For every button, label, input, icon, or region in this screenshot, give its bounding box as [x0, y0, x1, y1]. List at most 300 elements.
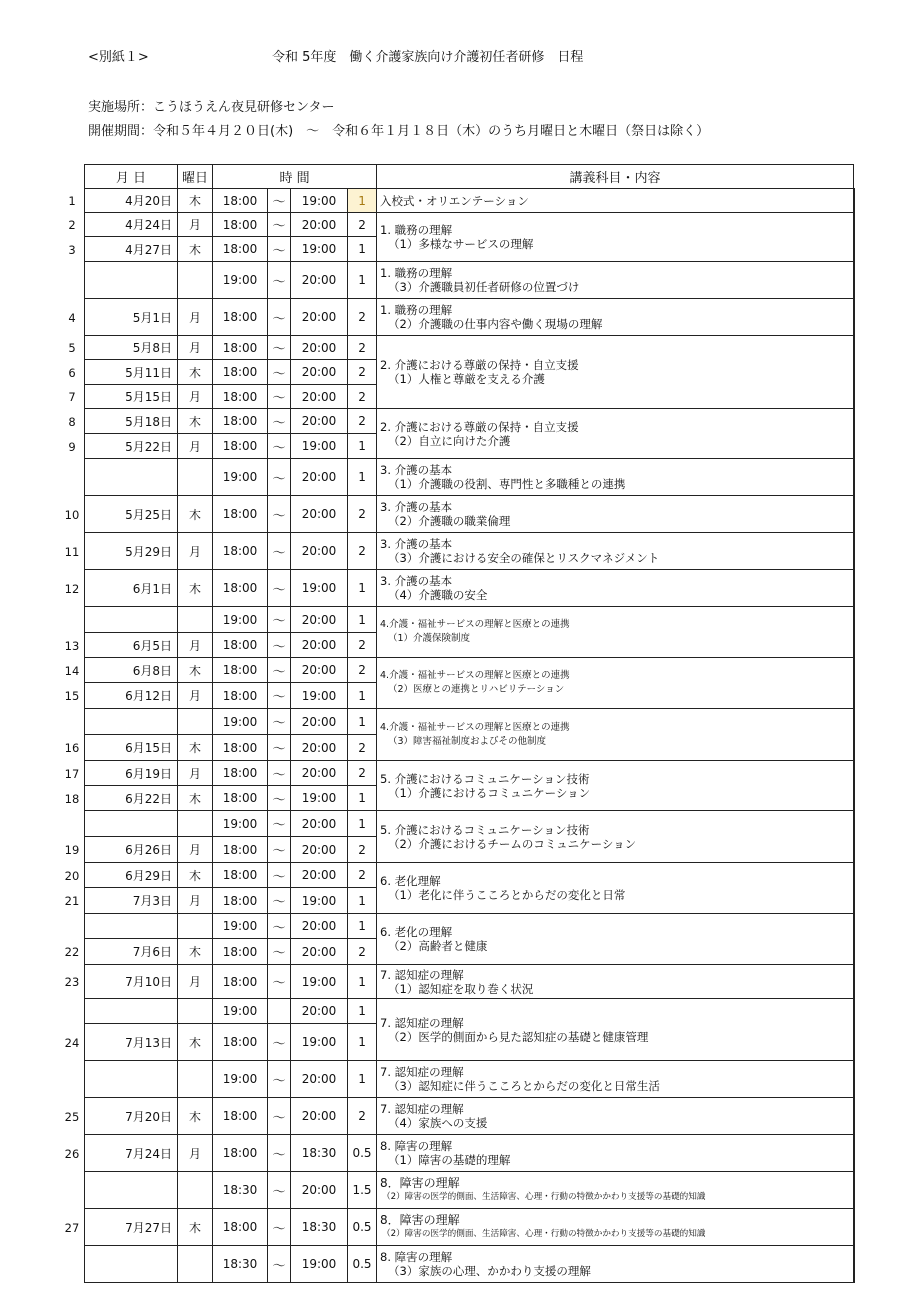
- hours-cell: 2: [348, 299, 377, 336]
- table-header-row: [85, 165, 854, 189]
- start-time-cell: 18:00: [213, 237, 268, 262]
- table-row: [85, 709, 854, 735]
- start-time-cell: 18:00: [213, 786, 268, 811]
- end-time-cell: 20:00: [291, 299, 348, 336]
- weekday-cell: [178, 1172, 213, 1209]
- start-time-cell: 18:00: [213, 213, 268, 237]
- hours-cell: 2: [348, 863, 377, 888]
- hours-cell: 1: [348, 999, 377, 1024]
- topic-subheading: （2）介護職の仕事内容や働く現場の理解: [388, 317, 603, 331]
- topic-heading: 1. 職務の理解: [380, 303, 453, 317]
- document-title: 令和 5年度 働く介護家族向け介護初任者研修 日程: [272, 50, 584, 65]
- end-time-cell: 19:00: [291, 1246, 348, 1283]
- weekday-cell: 月: [178, 633, 213, 658]
- start-time-cell: 18:00: [213, 1135, 268, 1172]
- date-cell: [85, 1172, 178, 1209]
- topic-subheading: （3）認知症に伴うこころとからだの変化と日常生活: [388, 1079, 660, 1093]
- topic-heading: 5. 介護におけるコミュニケーション技術: [380, 771, 590, 786]
- topic-heading: 3. 介護の基本: [380, 463, 453, 477]
- start-time-cell: 18:00: [213, 837, 268, 863]
- start-time-cell: 18:00: [213, 965, 268, 999]
- time-separator-cell: ～: [268, 965, 291, 999]
- hours-cell: 2: [348, 658, 377, 683]
- time-separator-cell: ～: [268, 299, 291, 336]
- topic-cell: [377, 1246, 854, 1283]
- topic-subheading: （2）介護におけるチームのコミュニケーション: [388, 836, 637, 851]
- row-number: 4: [68, 310, 76, 325]
- row-number: 6: [68, 365, 76, 380]
- hours-cell: 2: [348, 336, 377, 360]
- topic-cell: [377, 965, 854, 999]
- weekday-cell: 月: [178, 837, 213, 863]
- topic-subheading: （2）高齢者と健康: [388, 939, 488, 953]
- schedule-table: [84, 164, 855, 1283]
- start-time-cell: 18:00: [213, 570, 268, 607]
- hours-cell: 1: [348, 965, 377, 999]
- weekday-cell: 木: [178, 409, 213, 434]
- topic-subheading: （1）多様なサービスの理解: [388, 237, 534, 251]
- hours-cell: 1.5: [348, 1172, 377, 1209]
- end-time-cell: 20:00: [291, 533, 348, 570]
- start-time-cell: 19:00: [213, 811, 268, 837]
- time-separator-cell: ～: [268, 914, 291, 939]
- table-row: [85, 336, 854, 360]
- topic-subheading: （2）介護職の職業倫理: [388, 514, 511, 528]
- topic-cell: [377, 914, 854, 965]
- weekday-cell: 月: [178, 533, 213, 570]
- table-row: [85, 999, 854, 1024]
- topic-cell: [377, 1135, 854, 1172]
- topic-subheading: （3）介護における安全の確保とリスクマネジメント: [388, 551, 660, 565]
- weekday-cell: 木: [178, 189, 213, 213]
- topic-heading: 7. 認知症の理解: [380, 1102, 464, 1116]
- end-time-cell: 20:00: [291, 1098, 348, 1135]
- date-cell: 5月1日: [85, 299, 178, 336]
- time-separator-cell: ～: [268, 709, 291, 735]
- topic-cell: [377, 1172, 854, 1209]
- end-time-cell: 20:00: [291, 213, 348, 237]
- topic-subheading: （3）家族の心理、かかわり支援の理解: [388, 1264, 591, 1278]
- end-time-cell: 19:00: [291, 683, 348, 709]
- start-time-cell: 18:00: [213, 863, 268, 888]
- table-row: [85, 761, 854, 786]
- hours-cell: 2: [348, 1098, 377, 1135]
- weekday-cell: 木: [178, 570, 213, 607]
- topic-heading: 2. 介護における尊厳の保持・自立支援: [380, 358, 579, 372]
- start-time-cell: 18:30: [213, 1172, 268, 1209]
- date-cell: 7月24日: [85, 1135, 178, 1172]
- topic-heading: 4.介護・福祉サービスの理解と医療との連携: [380, 619, 570, 630]
- topic-cell: [377, 336, 854, 409]
- topic-subheading: （1）認知症を取り巻く状況: [388, 981, 534, 996]
- start-time-cell: 18:00: [213, 939, 268, 965]
- row-number: 17: [64, 766, 80, 781]
- weekday-cell: [178, 1246, 213, 1283]
- weekday-cell: 月: [178, 434, 213, 459]
- row-number: 7: [68, 390, 76, 404]
- weekday-cell: 月: [178, 683, 213, 709]
- weekday-cell: 木: [178, 1098, 213, 1135]
- table-row: [85, 965, 854, 999]
- topic-subheading: （1）障害の基礎的理解: [388, 1153, 511, 1167]
- weekday-cell: [178, 914, 213, 939]
- hours-cell: 1: [348, 1024, 377, 1061]
- date-cell: [85, 1061, 178, 1098]
- topic-subheading: （1）老化に伴うこころとからだの変化と日常: [388, 888, 626, 902]
- time-separator-cell: ～: [268, 735, 291, 761]
- time-separator-cell: ～: [268, 1209, 291, 1246]
- hours-cell: 2: [348, 213, 377, 237]
- time-separator-cell: ～: [268, 1061, 291, 1098]
- topic-heading: 6. 老化理解: [380, 874, 441, 888]
- table-row: [85, 496, 854, 533]
- hours-cell: 2: [348, 496, 377, 533]
- hours-cell: 2: [348, 633, 377, 658]
- topic-cell: [377, 709, 854, 761]
- hours-cell: 2: [348, 837, 377, 863]
- hours-cell: 2: [348, 409, 377, 434]
- start-time-cell: 19:00: [213, 709, 268, 735]
- date-cell: 5月15日: [85, 385, 178, 409]
- date-cell: 6月12日: [85, 683, 178, 709]
- weekday-cell: 月: [178, 1135, 213, 1172]
- start-time-cell: 19:00: [213, 459, 268, 496]
- end-time-cell: 20:00: [291, 999, 348, 1024]
- topic-cell: [377, 496, 854, 533]
- date-cell: 7月6日: [85, 939, 178, 965]
- row-number: 21: [64, 894, 80, 908]
- start-time-cell: 19:00: [213, 999, 268, 1024]
- table-row: [85, 607, 854, 633]
- weekday-cell: 月: [178, 761, 213, 786]
- topic-cell: [377, 262, 854, 299]
- topic-cell: [377, 213, 854, 262]
- period-label: 開催期間：: [88, 124, 154, 139]
- date-cell: 5月11日: [85, 360, 178, 385]
- end-time-cell: 19:00: [291, 237, 348, 262]
- weekday-cell: [178, 459, 213, 496]
- time-separator-cell: ～: [268, 761, 291, 786]
- weekday-cell: [178, 1061, 213, 1098]
- weekday-cell: 月: [178, 888, 213, 914]
- time-separator-cell: ～: [268, 1246, 291, 1283]
- topic-cell: [377, 459, 854, 496]
- weekday-cell: 木: [178, 496, 213, 533]
- date-cell: 7月3日: [85, 888, 178, 914]
- table-row: [85, 863, 854, 888]
- time-separator-cell: ～: [268, 888, 291, 914]
- start-time-cell: 18:00: [213, 434, 268, 459]
- row-number: 15: [64, 689, 80, 703]
- date-cell: 5月22日: [85, 434, 178, 459]
- date-cell: 6月8日: [85, 658, 178, 683]
- time-separator-cell: ～: [268, 1098, 291, 1135]
- weekday-cell: 木: [178, 1024, 213, 1061]
- topic-cell: [377, 533, 854, 570]
- topic-subheading: （1）人権と尊厳を支える介護: [388, 372, 545, 386]
- table-row: [85, 1098, 854, 1135]
- topic-cell: [377, 1098, 854, 1135]
- time-separator-cell: ～: [268, 409, 291, 434]
- row-number: 22: [64, 945, 80, 959]
- table-row: [85, 658, 854, 683]
- time-separator-cell: ～: [268, 683, 291, 709]
- date-cell: [85, 262, 178, 299]
- weekday-cell: 木: [178, 786, 213, 811]
- time-separator-cell: ～: [268, 434, 291, 459]
- start-time-cell: 18:00: [213, 888, 268, 914]
- topic-heading: 4.介護・福祉サービスの理解と医療との連携: [380, 721, 570, 733]
- end-time-cell: 19:00: [291, 434, 348, 459]
- start-time-cell: 19:00: [213, 914, 268, 939]
- topic-subheading: （3）介護職員初任者研修の位置づけ: [388, 280, 580, 294]
- start-time-cell: 19:00: [213, 607, 268, 633]
- date-cell: 7月27日: [85, 1209, 178, 1246]
- date-cell: 7月13日: [85, 1024, 178, 1061]
- end-time-cell: 19:00: [291, 786, 348, 811]
- hours-cell: 2: [348, 533, 377, 570]
- row-number: 12: [64, 581, 80, 596]
- weekday-cell: [178, 607, 213, 633]
- table-row: [85, 299, 854, 336]
- hours-cell: 1: [348, 237, 377, 262]
- hours-cell: 1: [348, 434, 377, 459]
- venue-value: こうほうえん夜見研修センター: [153, 100, 335, 115]
- start-time-cell: 18:00: [213, 735, 268, 761]
- row-number: 25: [64, 1109, 80, 1124]
- date-cell: 6月19日: [85, 761, 178, 786]
- hours-cell: 1: [348, 570, 377, 607]
- date-cell: 6月26日: [85, 837, 178, 863]
- weekday-cell: [178, 709, 213, 735]
- hours-cell: 0.5: [348, 1135, 377, 1172]
- weekday-cell: 木: [178, 237, 213, 262]
- time-separator-cell: ～: [268, 459, 291, 496]
- start-time-cell: 18:00: [213, 360, 268, 385]
- topic-heading: 3. 介護の基本: [380, 500, 453, 514]
- weekday-cell: 月: [178, 299, 213, 336]
- weekday-cell: [178, 999, 213, 1024]
- topic-cell: [377, 761, 854, 811]
- date-cell: 6月1日: [85, 570, 178, 607]
- date-cell: 6月29日: [85, 863, 178, 888]
- time-separator-cell: ～: [268, 863, 291, 888]
- row-number: 1: [68, 194, 76, 208]
- topic-heading: 1. 職務の理解: [380, 266, 453, 280]
- time-separator-cell: ～: [268, 336, 291, 360]
- end-time-cell: 20:00: [291, 735, 348, 761]
- end-time-cell: 20:00: [291, 837, 348, 863]
- topic-heading: 7. 認知症の理解: [380, 967, 464, 982]
- start-time-cell: 18:00: [213, 761, 268, 786]
- date-cell: [85, 1246, 178, 1283]
- topic-subheading: （2）自立に向けた介護: [388, 433, 511, 448]
- hours-cell: 1: [348, 914, 377, 939]
- row-number: 13: [64, 638, 80, 653]
- start-time-cell: 18:00: [213, 299, 268, 336]
- annex-label: <別紙１>: [88, 50, 149, 65]
- topic-heading: 8．障害の理解: [380, 1213, 460, 1227]
- time-separator-cell: [268, 999, 291, 1024]
- col-header-day: 曜日: [178, 165, 213, 189]
- topic-subheading: （2）障害の医学的側面、生活障害、心理・行動の特徴かかわり支援等の基礎的知識: [382, 1192, 706, 1202]
- start-time-cell: 18:00: [213, 385, 268, 409]
- topic-cell: [377, 570, 854, 607]
- date-cell: [85, 607, 178, 633]
- end-time-cell: 20:00: [291, 863, 348, 888]
- date-cell: [85, 914, 178, 939]
- weekday-cell: 木: [178, 360, 213, 385]
- start-time-cell: 18:00: [213, 189, 268, 213]
- date-cell: 7月20日: [85, 1098, 178, 1135]
- hours-cell: 0.5: [348, 1209, 377, 1246]
- start-time-cell: 19:00: [213, 262, 268, 299]
- hours-cell: 1: [348, 811, 377, 837]
- hours-cell: 1: [348, 683, 377, 709]
- hours-cell: 1: [348, 189, 377, 213]
- topic-heading: 8. 障害の理解: [380, 1139, 453, 1153]
- hours-cell: 2: [348, 939, 377, 965]
- date-cell: 5月29日: [85, 533, 178, 570]
- topic-cell: [377, 607, 854, 658]
- topic-subheading: （2）障害の医学的側面、生活障害、心理・行動の特徴かかわり支援等の基礎的知識: [382, 1229, 706, 1239]
- period-line: [88, 120, 709, 139]
- topic-subheading: （4）介護職の安全: [388, 588, 488, 602]
- table-row: [85, 409, 854, 434]
- time-separator-cell: ～: [268, 811, 291, 837]
- end-time-cell: 20:00: [291, 914, 348, 939]
- end-time-cell: 20:00: [291, 385, 348, 409]
- row-number: 10: [64, 507, 80, 522]
- topic-subheading: （2）医学的側面から見た認知症の基礎と健康管理: [388, 1029, 649, 1044]
- end-time-cell: 20:00: [291, 658, 348, 683]
- weekday-cell: [178, 262, 213, 299]
- weekday-cell: 木: [178, 658, 213, 683]
- end-time-cell: 19:00: [291, 570, 348, 607]
- end-time-cell: 19:00: [291, 189, 348, 213]
- topic-cell: [377, 189, 854, 213]
- hours-cell: 2: [348, 761, 377, 786]
- date-cell: [85, 811, 178, 837]
- start-time-cell: 18:00: [213, 336, 268, 360]
- end-time-cell: 20:00: [291, 761, 348, 786]
- time-separator-cell: ～: [268, 496, 291, 533]
- topic-heading: 5. 介護におけるコミュニケーション技術: [380, 822, 590, 837]
- date-cell: 6月22日: [85, 786, 178, 811]
- topic-subheading: （2）医療との連携とリハビリテーション: [388, 684, 565, 695]
- hours-cell: 1: [348, 459, 377, 496]
- weekday-cell: 木: [178, 939, 213, 965]
- time-separator-cell: ～: [268, 1024, 291, 1061]
- hours-cell: 0.5: [348, 1246, 377, 1283]
- col-header-time: 時 間: [213, 165, 377, 189]
- time-separator-cell: ～: [268, 786, 291, 811]
- row-number: 16: [64, 741, 80, 755]
- weekday-cell: 月: [178, 213, 213, 237]
- time-separator-cell: ～: [268, 360, 291, 385]
- time-separator-cell: ～: [268, 213, 291, 237]
- topic-heading: 6. 老化の理解: [380, 925, 453, 939]
- row-number: 19: [64, 843, 80, 857]
- time-separator-cell: ～: [268, 837, 291, 863]
- row-number: 11: [64, 544, 80, 559]
- hours-cell: 2: [348, 360, 377, 385]
- time-separator-cell: ～: [268, 607, 291, 633]
- end-time-cell: 20:00: [291, 409, 348, 434]
- date-cell: 5月18日: [85, 409, 178, 434]
- time-separator-cell: ～: [268, 939, 291, 965]
- end-time-cell: 20:00: [291, 459, 348, 496]
- topic-heading: 入校式・オリエンテーション: [380, 193, 529, 208]
- topic-subheading: （4）家族への支援: [388, 1116, 488, 1130]
- weekday-cell: [178, 811, 213, 837]
- row-number: 14: [64, 663, 80, 678]
- time-separator-cell: ～: [268, 533, 291, 570]
- table-row: [85, 1061, 854, 1098]
- end-time-cell: 18:30: [291, 1209, 348, 1246]
- time-separator-cell: ～: [268, 633, 291, 658]
- time-separator-cell: ～: [268, 658, 291, 683]
- row-number: 5: [68, 341, 76, 355]
- row-number: 2: [68, 218, 76, 232]
- topic-heading: 8. 障害の理解: [380, 1250, 453, 1264]
- table-row: [85, 459, 854, 496]
- start-time-cell: 18:00: [213, 658, 268, 683]
- date-cell: 4月24日: [85, 213, 178, 237]
- period-value: 令和５年４月２０日(木) ～ 令和６年１月１８日（木）のうち月曜日と木曜日（祭日は除く）: [153, 124, 710, 139]
- start-time-cell: 18:00: [213, 633, 268, 658]
- table-row: [85, 189, 854, 213]
- table-row: [85, 213, 854, 237]
- start-time-cell: 18:00: [213, 683, 268, 709]
- end-time-cell: 20:00: [291, 336, 348, 360]
- end-time-cell: 19:00: [291, 888, 348, 914]
- topic-subheading: （1）介護職の役割、専門性と多職種との連携: [388, 477, 626, 491]
- time-separator-cell: ～: [268, 189, 291, 213]
- end-time-cell: 20:00: [291, 496, 348, 533]
- hours-cell: 2: [348, 385, 377, 409]
- hours-cell: 1: [348, 607, 377, 633]
- date-cell: [85, 459, 178, 496]
- row-number: 26: [64, 1146, 80, 1161]
- row-number: 3: [68, 242, 76, 257]
- hours-cell: 1: [348, 262, 377, 299]
- time-separator-cell: ～: [268, 262, 291, 299]
- start-time-cell: 18:00: [213, 496, 268, 533]
- table-row: [85, 811, 854, 837]
- start-time-cell: 18:00: [213, 409, 268, 434]
- row-number: 18: [64, 791, 80, 806]
- venue-label: 実施場所：: [88, 100, 154, 115]
- row-number: 9: [68, 439, 76, 454]
- weekday-cell: 月: [178, 385, 213, 409]
- table-row: [85, 262, 854, 299]
- date-cell: 4月27日: [85, 237, 178, 262]
- topic-cell: [377, 409, 854, 459]
- venue-line: [88, 96, 335, 115]
- weekday-cell: 木: [178, 735, 213, 761]
- topic-subheading: （1）介護保険制度: [388, 633, 471, 644]
- end-time-cell: 20:00: [291, 607, 348, 633]
- time-separator-cell: ～: [268, 570, 291, 607]
- table-row: [85, 1135, 854, 1172]
- topic-cell: [377, 658, 854, 709]
- topic-cell: [377, 863, 854, 914]
- topic-subheading: （1）介護におけるコミュニケーション: [388, 785, 591, 800]
- row-number: 27: [64, 1220, 80, 1235]
- date-cell: 5月8日: [85, 336, 178, 360]
- end-time-cell: 20:00: [291, 1172, 348, 1209]
